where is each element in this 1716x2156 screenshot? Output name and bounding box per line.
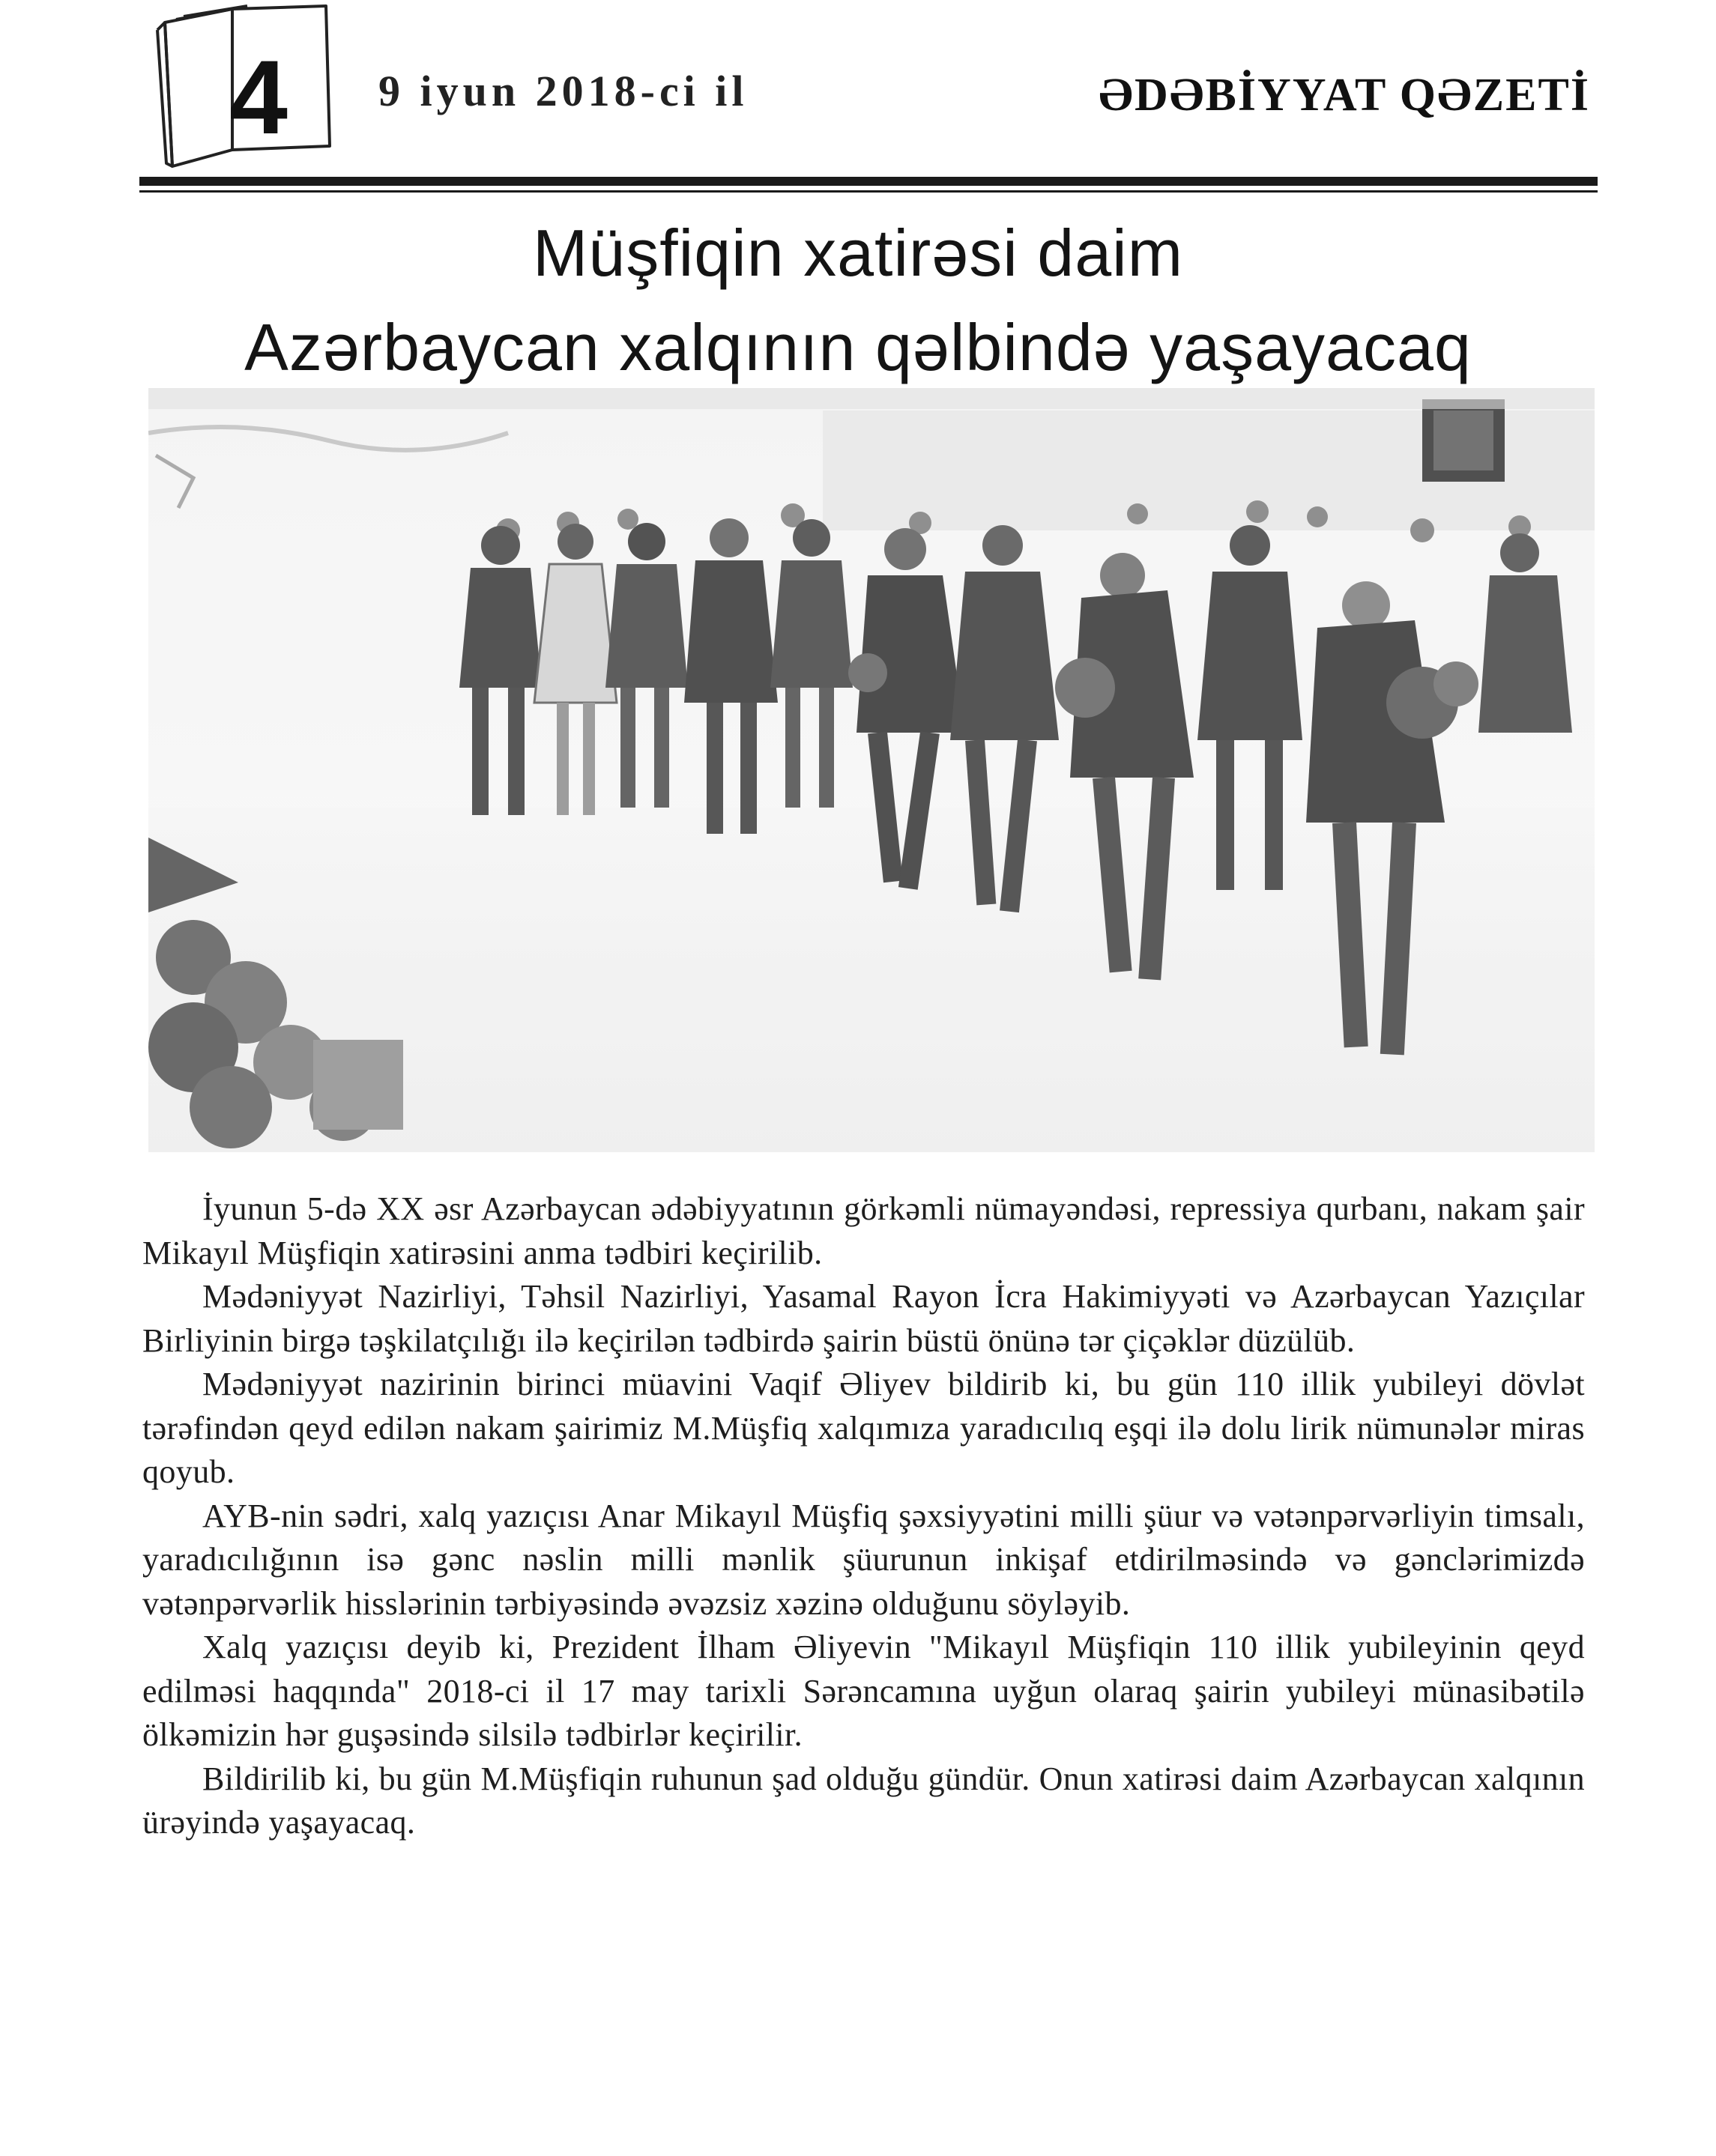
ceremony-photo [148, 388, 1595, 1152]
article-headline [120, 206, 1596, 395]
newspaper-name: ƏDƏBİYYAT QƏZETİ [1099, 70, 1590, 121]
masthead [0, 0, 1716, 195]
article-body [142, 1187, 1585, 1845]
headline-line-2: Azərbaycan xalqının qəlbində yaşayacaq [244, 310, 1472, 384]
article-paragraph-6: Bildirilib ki, bu gün M.Müşfiqin ruhunun şad olduğu gündür. Onun xatirəsi daim Azərbaycan xalqının ürəyində yaşayacaq. [142, 1760, 1585, 1841]
masthead-rule-thick [139, 177, 1598, 186]
page-number: 4 [229, 38, 288, 156]
masthead-rule-thin [139, 190, 1598, 193]
article-paragraph-3: Mədəniyyət nazirinin birinci müavini Vaqif Əliyev bildirib ki, bu gün 110 illik yubileyi dövlət tərəfindən qeyd edilən nakam şairimiz M.Müşfiq xalqımıza yaradıcılıq eşqi ilə dolu lirik nümunələr miras qoyub. [142, 1366, 1585, 1490]
article-paragraph-4: AYB-nin sədri, xalq yazıçısı Anar Mikayıl Müşfiq şəxsiyyətini milli şüur və vətənpərvərliyin timsalı, yaradıcılığının isə gənc nəslin milli mənlik şüurunun inkişaf etdirilməsində və gənclərimizdə vətənpərvərlik hisslərinin tərbiyəsində əvəzsiz xəzinə olduğunu söyləyib. [142, 1497, 1585, 1622]
article-paragraph-1: İyunun 5-də XX əsr Azərbaycan ədəbiyyatının görkəmli nümayəndəsi, repressiya qurbanı, nakam şair Mikayıl Müşfiqin xatirəsini anma tədbiri keçirilib. [142, 1190, 1585, 1271]
headline-line-1: Müşfiqin xatirəsi daim [532, 216, 1184, 290]
issue-date: 9 iyun 2018-ci il [378, 67, 749, 115]
article-paragraph-2: Mədəniyyət Nazirliyi, Təhsil Nazirliyi, Yasamal Rayon İcra Hakimiyyəti və Azərbaycan Yazıçılar Birliyinin birgə təşkilatçılığı ilə keçirilən tədbirdə şairin büstü önünə tər çiçəklər düzülüb. [142, 1278, 1585, 1359]
ceremony-photo-image [148, 388, 1595, 1152]
article-paragraph-5: Xalq yazıçısı deyib ki, Prezident İlham Əliyevin "Mikayıl Müşfiqin 110 illik yubileyinin qeyd edilməsi haqqında" 2018-ci il 17 may tarixli Sərəncamına uyğun olaraq şairin yubileyi münasibətilə ölkəmizin hər guşəsində silsilə tədbirlər keçirilir. [142, 1629, 1585, 1753]
